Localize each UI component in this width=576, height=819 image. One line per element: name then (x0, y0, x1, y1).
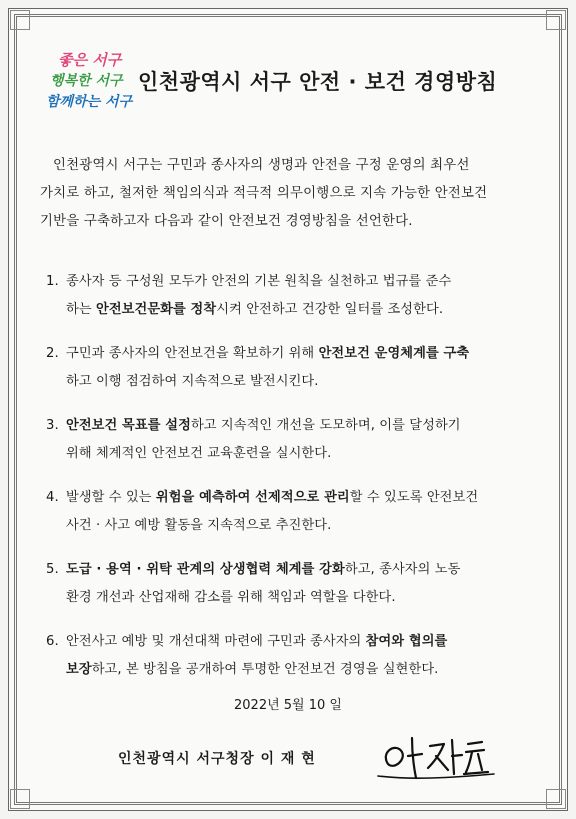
policy-item-line (66, 296, 540, 324)
policy-item (40, 556, 540, 612)
intro-line: 인천광역시 서구는 구민과 종사자의 생명과 안전을 구정 운영의 최우선 (53, 158, 470, 173)
policy-item-number: 2. (46, 346, 59, 361)
intro-line: 기반을 구축하고자 다음과 같이 안전보건 경영방침을 선언한다. (40, 214, 413, 229)
emphasized-text: 안전보건 운영체계를 구축 (318, 346, 470, 361)
signer-name: 인천광역시 서구청장 이 재 현 (118, 751, 316, 767)
policy-text: 위해 체계적인 안전보건 교육훈련을 실시한다. (66, 446, 332, 461)
policy-text: 하는 (66, 302, 96, 317)
emphasized-text: 위험을 예측하여 선제적으로 관리 (155, 490, 350, 505)
policy-item-line (66, 412, 540, 440)
policy-item-line (66, 368, 540, 396)
policy-item (40, 484, 540, 540)
policy-text: 환경 개선과 산업재해 감소를 위해 책임과 역할을 다한다. (66, 590, 396, 605)
seo-gu-logo (46, 50, 133, 114)
emphasized-text: 참여와 협의를 (365, 634, 448, 649)
policy-item-line (66, 628, 540, 656)
emphasized-text: 도급 · 용역 · 위탁 관계의 상생협력 체계를 강화 (66, 562, 345, 577)
logo-line-2: 행복한 서구 (50, 73, 123, 89)
policy-text: 발생할 수 있는 (66, 490, 156, 505)
policy-text: 구민과 종사자의 안전보건을 확보하기 위해 (66, 346, 319, 361)
corner-ornament (10, 789, 30, 809)
corner-ornament (546, 10, 566, 30)
policy-item-line (66, 556, 540, 584)
policy-text: 할 수 있도록 안전보건 (349, 490, 479, 505)
policy-item-line (66, 484, 540, 512)
policy-text: 시켜 안전하고 건강한 일터를 조성한다. (216, 302, 444, 317)
emphasized-text: 안전보건 목표를 설정 (66, 418, 191, 433)
policy-item (40, 340, 540, 396)
policy-item-number: 1. (46, 274, 59, 289)
policy-item-line (66, 584, 540, 612)
policy-text: 종사자 등 구성원 모두가 안전의 기본 원칙을 실천하고 법규를 준수 (66, 274, 452, 289)
policy-text: 하고 지속적인 개선을 도모하며, 이를 달성하기 (190, 418, 461, 433)
intro-paragraph (40, 152, 540, 236)
page-title: 인천광역시 서구 안전 · 보건 경영방침 (138, 70, 498, 94)
corner-ornament (10, 10, 30, 30)
policy-text: 하고, 종사자의 노동 (344, 562, 461, 577)
policy-item-number: 4. (46, 490, 59, 505)
policy-item-number: 6. (46, 634, 59, 649)
handwritten-signature (370, 726, 500, 786)
logo-line-3: 함께하는 서구 (46, 94, 133, 110)
logo-line-1: 좋은 서구 (58, 51, 122, 69)
policy-item-line (66, 340, 540, 368)
intro-line: 가치로 하고, 철저한 책임의식과 적극적 의무이행으로 지속 가능한 안전보건 (40, 186, 488, 201)
policy-text: 하고 이행 점검하여 지속적으로 발전시킨다. (66, 374, 319, 389)
policy-item (40, 412, 540, 468)
policy-item-line (66, 656, 540, 684)
emphasized-text: 보장 (66, 662, 92, 677)
policy-text: 사건 · 사고 예방 활동을 지속적으로 추진한다. (66, 518, 332, 533)
policy-item-number: 3. (46, 418, 59, 433)
corner-ornament (546, 789, 566, 809)
declaration-date: 2022년 5월 10 일 (234, 698, 342, 713)
policy-item-line (66, 512, 540, 540)
policy-item-line (66, 268, 540, 296)
policy-item (40, 628, 540, 684)
policy-item-line (66, 440, 540, 468)
policy-list (40, 268, 540, 700)
emphasized-text: 안전보건문화를 정착 (95, 302, 217, 317)
policy-text: 안전사고 예방 및 개선대책 마련에 구민과 종사자의 (66, 634, 366, 649)
policy-item-number: 5. (46, 562, 59, 577)
policy-text: 하고, 본 방침을 공개하여 투명한 안전보건 경영을 실현한다. (91, 662, 439, 677)
policy-item (40, 268, 540, 324)
